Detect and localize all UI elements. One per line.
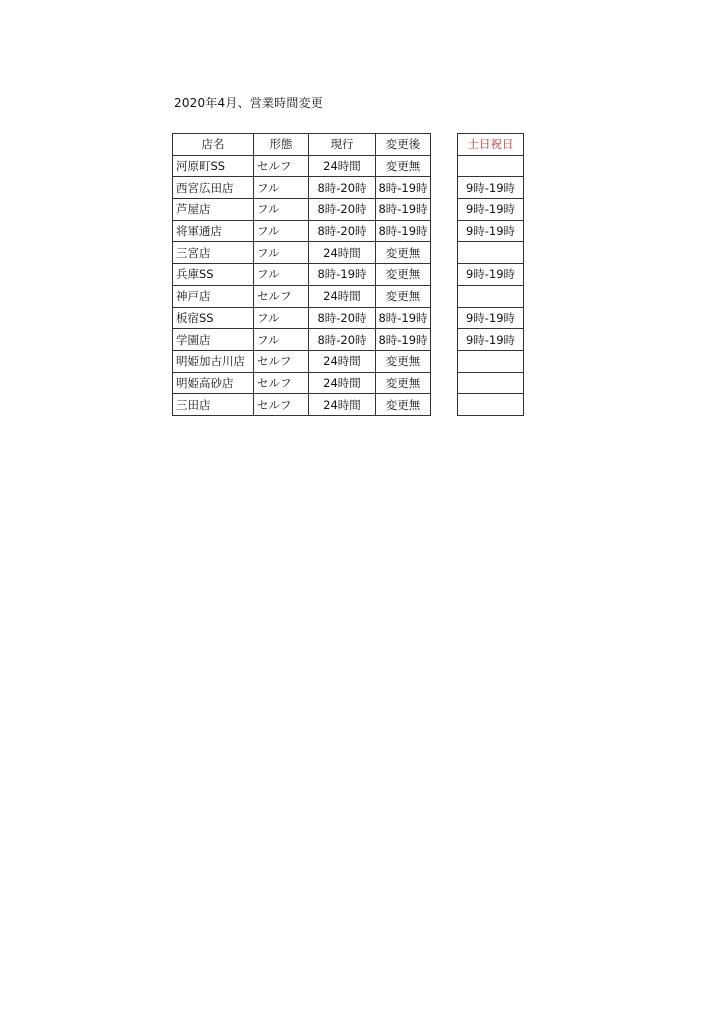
store-name-cell: 兵庫SS [173, 264, 254, 286]
changed-hours-cell: 変更無 [376, 394, 431, 416]
store-type-cell: セルフ [254, 394, 309, 416]
header-store-type: 形態 [254, 134, 309, 156]
weekend-row [458, 307, 524, 329]
current-hours-cell: 24時間 [309, 155, 376, 177]
store-name-cell: 明姫加古川店 [173, 350, 254, 372]
current-hours-cell: 8時-20時 [309, 177, 376, 199]
weekend-hours-cell: 9時-19時 [458, 177, 524, 199]
weekend-row [458, 177, 524, 199]
weekend-hours-cell: 9時-19時 [458, 199, 524, 221]
store-name-cell: 西宮広田店 [173, 177, 254, 199]
table-row [173, 220, 431, 242]
table-row [173, 372, 431, 394]
store-type-cell: セルフ [254, 350, 309, 372]
header-current-hours: 現行 [309, 134, 376, 156]
weekend-row [458, 242, 524, 264]
current-hours-cell: 8時-19時 [309, 264, 376, 286]
current-hours-cell: 24時間 [309, 285, 376, 307]
current-hours-cell: 24時間 [309, 372, 376, 394]
weekend-row [458, 329, 524, 351]
changed-hours-cell: 8時-19時 [376, 199, 431, 221]
weekend-row [458, 264, 524, 286]
store-name-cell: 芦屋店 [173, 199, 254, 221]
store-name-cell: 板宿SS [173, 307, 254, 329]
hours-table [172, 133, 431, 416]
current-hours-cell: 24時間 [309, 394, 376, 416]
store-type-cell: フル [254, 307, 309, 329]
weekend-hours-table [457, 133, 524, 416]
table-row [173, 285, 431, 307]
store-type-cell: フル [254, 220, 309, 242]
header-changed-hours: 変更後 [376, 134, 431, 156]
changed-hours-cell: 変更無 [376, 285, 431, 307]
weekend-hours-cell: 9時-19時 [458, 307, 524, 329]
store-type-cell: セルフ [254, 155, 309, 177]
table-row [173, 350, 431, 372]
weekend-row [458, 350, 524, 372]
weekend-hours-cell [458, 350, 524, 372]
table-row [173, 155, 431, 177]
store-type-cell: フル [254, 242, 309, 264]
weekend-hours-cell: 9時-19時 [458, 329, 524, 351]
store-name-cell: 神戸店 [173, 285, 254, 307]
changed-hours-cell: 変更無 [376, 264, 431, 286]
weekend-row [458, 372, 524, 394]
current-hours-cell: 8時-20時 [309, 199, 376, 221]
weekend-row [458, 394, 524, 416]
store-type-cell: フル [254, 329, 309, 351]
changed-hours-cell: 8時-19時 [376, 307, 431, 329]
store-type-cell: フル [254, 264, 309, 286]
page-title: 2020年4月、営業時間変更 [174, 96, 323, 110]
weekend-hours-cell: 9時-19時 [458, 264, 524, 286]
weekend-hours-cell [458, 242, 524, 264]
current-hours-cell: 8時-20時 [309, 329, 376, 351]
weekend-row [458, 220, 524, 242]
weekend-hours-cell [458, 394, 524, 416]
store-name-cell: 将軍通店 [173, 220, 254, 242]
store-name-cell: 明姫高砂店 [173, 372, 254, 394]
changed-hours-cell: 変更無 [376, 155, 431, 177]
header-weekend-holiday: 土日祝日 [458, 134, 524, 156]
changed-hours-cell: 変更無 [376, 242, 431, 264]
weekend-hours-cell [458, 155, 524, 177]
table-row [173, 264, 431, 286]
changed-hours-cell: 8時-19時 [376, 220, 431, 242]
table-row [173, 394, 431, 416]
table-row [173, 329, 431, 351]
current-hours-cell: 24時間 [309, 242, 376, 264]
table-header-row [173, 134, 431, 156]
weekend-row [458, 155, 524, 177]
store-name-cell: 河原町SS [173, 155, 254, 177]
weekend-hours-cell: 9時-19時 [458, 220, 524, 242]
changed-hours-cell: 8時-19時 [376, 329, 431, 351]
table-row [173, 242, 431, 264]
table-row [173, 177, 431, 199]
store-type-cell: フル [254, 199, 309, 221]
current-hours-cell: 8時-20時 [309, 220, 376, 242]
weekend-header-row [458, 134, 524, 156]
weekend-hours-cell [458, 285, 524, 307]
table-row [173, 199, 431, 221]
store-type-cell: フル [254, 177, 309, 199]
header-store-name: 店名 [173, 134, 254, 156]
store-type-cell: セルフ [254, 285, 309, 307]
weekend-row [458, 285, 524, 307]
weekend-row [458, 199, 524, 221]
table-row [173, 307, 431, 329]
store-name-cell: 三宮店 [173, 242, 254, 264]
current-hours-cell: 8時-20時 [309, 307, 376, 329]
store-name-cell: 三田店 [173, 394, 254, 416]
changed-hours-cell: 変更無 [376, 372, 431, 394]
changed-hours-cell: 変更無 [376, 350, 431, 372]
changed-hours-cell: 8時-19時 [376, 177, 431, 199]
weekend-hours-cell [458, 372, 524, 394]
store-type-cell: セルフ [254, 372, 309, 394]
store-name-cell: 学園店 [173, 329, 254, 351]
current-hours-cell: 24時間 [309, 350, 376, 372]
